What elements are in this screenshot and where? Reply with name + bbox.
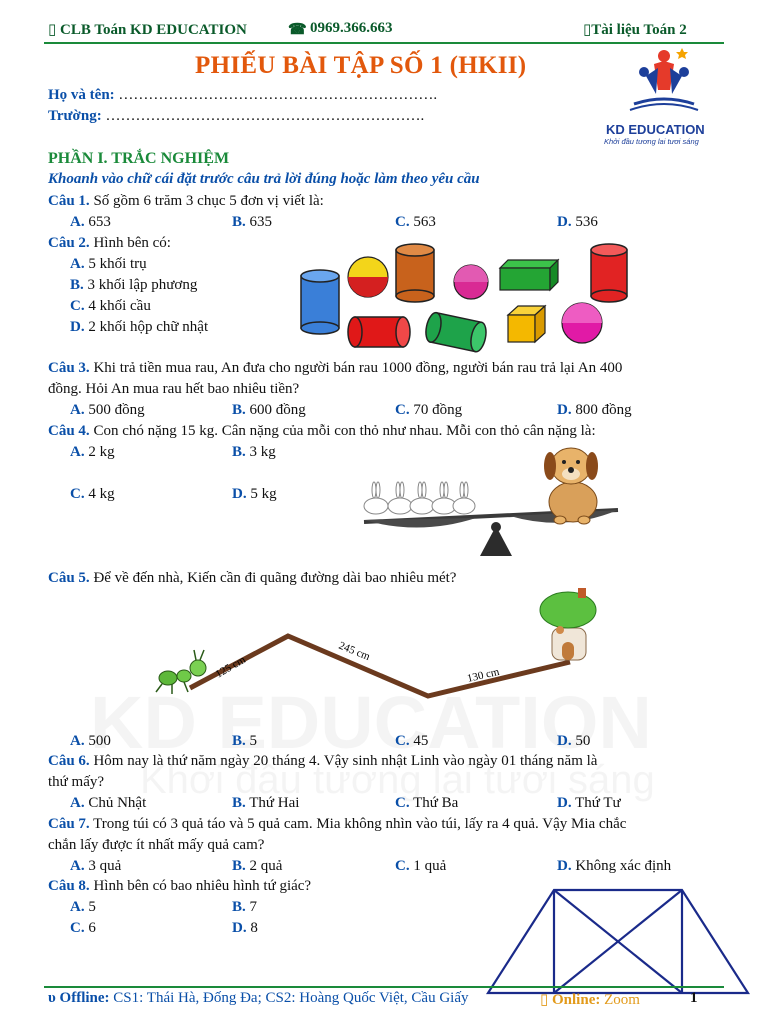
question-1-text: Số gồm 6 trăm 3 chục 5 đơn vị viết là: xyxy=(93,193,324,209)
option-text: 3 kg xyxy=(249,444,276,460)
q4-option-a[interactable] xyxy=(70,443,115,461)
q7-option-d[interactable] xyxy=(557,857,671,875)
brown-cylinder-icon xyxy=(396,244,434,302)
q4-option-b[interactable] xyxy=(232,443,276,461)
option-letter: D. xyxy=(557,214,572,230)
blue-cylinder-icon xyxy=(301,270,339,334)
option-letter: C. xyxy=(70,920,85,936)
option-text: 2 quả xyxy=(249,858,283,874)
option-text: 3 khối lập phương xyxy=(87,277,198,293)
option-letter: C. xyxy=(395,214,410,230)
option-text: Không xác định xyxy=(575,858,672,874)
rabbits-icon xyxy=(364,482,475,514)
segment-3-label: 130 cm xyxy=(465,665,501,685)
option-text: Thứ Tư xyxy=(575,795,621,811)
question-7-line2: chắn lấy được ít nhất mấy quả cam? xyxy=(48,837,265,853)
option-text: 563 xyxy=(413,214,436,230)
option-letter: B. xyxy=(232,402,246,418)
option-letter: A. xyxy=(70,733,85,749)
q2-option-b[interactable] xyxy=(70,276,197,294)
q7-option-a[interactable] xyxy=(70,857,121,875)
question-6-text: Hôm nay là thứ năm ngày 20 tháng 4. Vậy sinh nhật Linh vào ngày 01 tháng năm là xyxy=(93,753,598,769)
option-letter: D. xyxy=(557,858,572,874)
option-text: 1 quả xyxy=(413,858,447,874)
option-letter: C. xyxy=(395,795,410,811)
offline-icon: υ xyxy=(48,990,56,1006)
segment-1-label: 125 cm xyxy=(213,653,248,681)
school-line xyxy=(48,107,424,125)
pink-sphere-icon xyxy=(454,265,488,299)
kd-education-logo xyxy=(598,46,728,146)
option-text: 600 đồng xyxy=(249,402,306,418)
option-text: Thứ Hai xyxy=(249,795,300,811)
school-dots: ………………………………………………………. xyxy=(105,108,425,124)
q3-option-b[interactable] xyxy=(232,401,306,419)
q1-option-c[interactable] xyxy=(395,213,436,231)
page-number: 1 xyxy=(690,990,698,1006)
q3-option-a[interactable] xyxy=(70,401,145,419)
option-letter: A. xyxy=(70,899,85,915)
footer-online-label: ▯ Online: xyxy=(540,992,601,1008)
header-club: ▯ CLB Toán KD EDUCATION xyxy=(48,22,247,38)
option-letter: B. xyxy=(232,858,246,874)
footer-offline-text: CS1: Thái Hà, Đống Đa; CS2: Hoàng Quốc Việt, Cầu Giấy xyxy=(113,990,469,1006)
footer-offline-label: Offline: xyxy=(59,990,110,1006)
option-text: 5 khối trụ xyxy=(88,256,147,272)
option-text: 45 xyxy=(413,733,429,749)
path-line xyxy=(190,636,570,696)
q2-option-a[interactable] xyxy=(70,255,147,273)
question-6-label: Câu 6. xyxy=(48,753,90,769)
option-text: 500 đồng xyxy=(88,402,145,418)
page-title: PHIẾU BÀI TẬP SỐ 1 (HKII) xyxy=(195,52,527,79)
option-text: 4 khối cầu xyxy=(88,298,151,314)
question-7 xyxy=(48,815,626,833)
question-2-label: Câu 2. xyxy=(48,235,90,251)
option-text: 70 đồng xyxy=(413,402,463,418)
option-letter: C. xyxy=(70,298,85,314)
dog-icon xyxy=(544,448,598,524)
option-text: 50 xyxy=(575,733,591,749)
footer-offline xyxy=(48,990,468,1007)
option-letter: B. xyxy=(232,444,246,460)
option-text: Chủ Nhật xyxy=(88,795,147,811)
question-2-text: Hình bên có: xyxy=(93,235,171,251)
question-7-label: Câu 7. xyxy=(48,816,90,832)
trapezoid-figure xyxy=(484,885,754,997)
q5-option-a[interactable] xyxy=(70,732,111,750)
option-letter: A. xyxy=(70,402,85,418)
option-letter: C. xyxy=(70,486,85,502)
footer-online xyxy=(540,990,640,1009)
green-box-icon xyxy=(500,260,558,290)
option-letter: B. xyxy=(232,214,246,230)
question-4-label: Câu 4. xyxy=(48,423,90,439)
option-text: 2 kg xyxy=(88,444,115,460)
option-letter: A. xyxy=(70,256,85,272)
option-letter: B. xyxy=(70,277,84,293)
header-divider xyxy=(44,42,724,44)
q7-option-b[interactable] xyxy=(232,857,282,875)
option-letter: B. xyxy=(232,899,246,915)
question-5-label: Câu 5. xyxy=(48,570,90,586)
q6-option-a[interactable] xyxy=(70,794,146,812)
option-text: 7 xyxy=(249,899,258,915)
logo-figures-icon xyxy=(598,46,728,126)
option-letter: C. xyxy=(395,858,410,874)
option-text: 5 xyxy=(249,733,258,749)
option-letter: A. xyxy=(70,795,85,811)
option-text: 3 quả xyxy=(88,858,122,874)
school-label: Trường: xyxy=(48,108,102,124)
q4-option-c[interactable] xyxy=(70,485,115,503)
solid-shapes-illustration xyxy=(295,240,640,355)
question-4-text: Con chó nặng 15 kg. Cân nặng của mỗi con thỏ như nhau. Mỗi con thỏ cân nặng là: xyxy=(93,423,596,439)
question-3-line2: đồng. Hỏi An mua rau hết bao nhiêu tiền? xyxy=(48,381,300,397)
logo-brand: KD EDUCATION xyxy=(606,122,705,137)
option-letter: A. xyxy=(70,858,85,874)
q3-option-d[interactable] xyxy=(557,401,632,419)
segment-2-label: 245 cm xyxy=(336,639,372,664)
question-1 xyxy=(48,192,324,210)
question-3 xyxy=(48,359,622,377)
q6-option-b[interactable] xyxy=(232,794,299,812)
q6-option-c[interactable] xyxy=(395,794,458,812)
q1-option-d[interactable] xyxy=(557,213,598,231)
green-cylinder-lying-icon xyxy=(424,311,489,353)
option-text: 5 xyxy=(88,899,96,915)
q8-option-d[interactable] xyxy=(232,919,258,937)
option-text: 800 đồng xyxy=(575,402,632,418)
question-2 xyxy=(48,234,171,252)
option-letter: A. xyxy=(70,214,85,230)
question-6-line2: thứ mấy? xyxy=(48,774,105,790)
q2-option-c[interactable] xyxy=(70,297,151,315)
q5-option-b[interactable] xyxy=(232,732,257,750)
q5-option-d[interactable] xyxy=(557,732,590,750)
option-letter: D. xyxy=(232,486,247,502)
question-3-label: Câu 3. xyxy=(48,360,90,376)
option-text: Thứ Ba xyxy=(413,795,459,811)
red-cylinder-lying-icon xyxy=(348,317,410,347)
footer-online-text: Zoom xyxy=(604,992,640,1008)
question-6 xyxy=(48,752,597,770)
q5-option-c[interactable] xyxy=(395,732,428,750)
option-letter: D. xyxy=(557,402,572,418)
q8-option-c[interactable] xyxy=(70,919,96,937)
logo-tagline: Khởi đầu tương lai tươi sáng xyxy=(604,137,699,146)
student-name-line xyxy=(48,86,437,104)
option-letter: D. xyxy=(232,920,247,936)
option-text: 6 xyxy=(88,920,96,936)
question-4 xyxy=(48,422,596,440)
option-letter: B. xyxy=(232,795,246,811)
balance-scale-illustration xyxy=(360,440,625,565)
option-text: 653 xyxy=(88,214,111,230)
student-name-label: Họ và tên: xyxy=(48,87,115,103)
house-icon xyxy=(540,588,596,660)
header-document-type: ▯Tài liệu Toán 2 xyxy=(583,22,687,38)
q8-option-b[interactable] xyxy=(232,898,257,916)
option-letter: D. xyxy=(557,733,572,749)
q6-option-d[interactable] xyxy=(557,794,621,812)
footer-divider xyxy=(44,986,724,988)
magenta-sphere-icon xyxy=(562,303,602,343)
header-phone: 0969.366.663 xyxy=(310,20,393,36)
question-8-label: Câu 8. xyxy=(48,878,90,894)
option-text: 8 xyxy=(250,920,258,936)
question-8-text: Hình bên có bao nhiêu hình tứ giác? xyxy=(93,878,312,894)
section-heading: PHẦN I. TRẮC NGHIỆM xyxy=(48,150,230,167)
option-letter: C. xyxy=(395,402,410,418)
question-3-text: Khi trả tiền mua rau, An đưa cho người bán rau 1000 đồng, người bán rau trả lại An 400 xyxy=(93,360,623,376)
q3-option-c[interactable] xyxy=(395,401,462,419)
option-text: 2 khối hộp chữ nhật xyxy=(88,319,209,335)
red-cylinder-icon xyxy=(591,244,627,302)
option-letter: B. xyxy=(232,733,246,749)
question-7-text: Trong túi có 3 quả táo và 5 quả cam. Mia không nhìn vào túi, lấy ra 4 quả. Vậy Mia chắc xyxy=(93,816,627,832)
ant-icon xyxy=(156,650,206,694)
q1-option-b[interactable] xyxy=(232,213,272,231)
option-letter: A. xyxy=(70,444,85,460)
q8-option-a[interactable] xyxy=(70,898,96,916)
option-letter: D. xyxy=(557,795,572,811)
ant-path-illustration xyxy=(150,580,610,730)
phone-icon: ☎ xyxy=(288,22,307,38)
option-text: 635 xyxy=(249,214,273,230)
q7-option-c[interactable] xyxy=(395,857,446,875)
section-instruction: Khoanh vào chữ cái đặt trước câu trả lời đúng hoặc làm theo yêu cầu xyxy=(48,171,480,187)
q4-option-d[interactable] xyxy=(232,485,277,503)
option-text: 5 kg xyxy=(250,486,277,502)
option-letter: D. xyxy=(70,319,85,335)
question-1-label: Câu 1. xyxy=(48,193,90,209)
q1-option-a[interactable] xyxy=(70,213,111,231)
option-text: 4 kg xyxy=(88,486,115,502)
option-letter: C. xyxy=(395,733,410,749)
q2-option-d[interactable] xyxy=(70,318,208,336)
yellow-cube-icon xyxy=(508,306,545,342)
option-text: 536 xyxy=(575,214,598,230)
question-5-text: Để về đến nhà, Kiến cần đi quãng đường dài bao nhiêu mét? xyxy=(93,570,457,586)
student-name-dots: ………………………………………………………. xyxy=(118,87,438,103)
option-text: 500 xyxy=(88,733,111,749)
question-8 xyxy=(48,877,311,895)
yellow-sphere-icon xyxy=(348,257,388,297)
